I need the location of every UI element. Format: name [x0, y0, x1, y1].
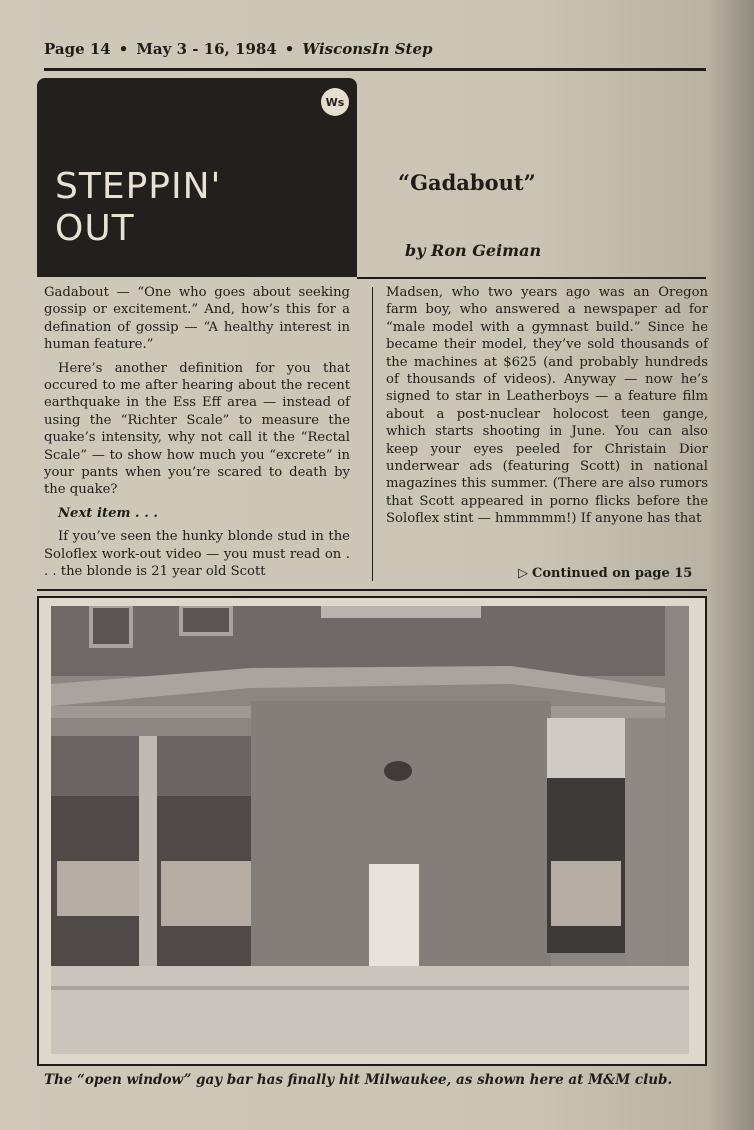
article-headline: “Gadabout” [398, 170, 536, 195]
article-column-2 [386, 284, 708, 534]
ws-logo: Ws [321, 88, 349, 116]
column-divider [372, 287, 373, 581]
subhead-next-item: Next item . . . [58, 505, 158, 521]
page-header: Page 14 • May 3 - 16, 1984 • WisconsIn Step [44, 40, 433, 58]
bar-storefront-photo [51, 606, 689, 1054]
publication-name: WisconsIn Step [302, 40, 433, 58]
paragraph: Madsen, who two years ago was an Oregon farm boy, who answered a newspaper ad for “male model with a gymnast build.” Since he became their model, they’ve sold thousands of the machines at $625 (and probably hundreds of thousands of videos). Anyway — now he’s signed to star in Leatherboys — a feature film about a post-nuclear holocost teen gange, which starts shooting in June. You can also keep your eyes peeled for Christain Dior underwear ads (featuring Scott) in national magazines this summer. (There are also rumors that Scott appeared in porno flicks before the Soloflex stint — hmmmmm!) If anyone has that [386, 285, 708, 527]
page-number: Page 14 [44, 40, 111, 58]
banner-title: STEPPIN' OUT [55, 166, 222, 249]
photo-top-rule [37, 589, 707, 591]
photo-caption: The “open window” gay bar has finally hit Milwaukee, as shown here at M&M club. [44, 1072, 673, 1088]
article-byline: by Ron Geiman [405, 241, 542, 260]
header-rule [44, 68, 706, 71]
photo-frame [37, 596, 707, 1066]
steppin-out-banner [37, 78, 357, 277]
byline-rule [357, 277, 706, 279]
issue-dates: May 3 - 16, 1984 [136, 40, 277, 58]
paragraph: If you’ve seen the hunky blonde stud in the Soloflex work-out video — you must read on . . . the blonde is 21 year old Scott [44, 529, 350, 580]
article-column-1 [44, 284, 350, 587]
paragraph: Gadabout — “One who goes about seeking gossip or excitement.” And, how’s this for a defination of gossip — “A healthy interest in human feature.” [44, 285, 350, 353]
continued-note: ▷ Continued on page 15 [518, 566, 693, 581]
paragraph: Here’s another definition for you that occured to me after hearing about the recent earthquake in the Ess Eff area — instead of using the “Richter Scale” to measure the quake’s intensity, why not call it the “Rectal Scale” — to show how much you “excrete” in your pants when you’re scared to death by the quake? [44, 360, 350, 498]
triangle-arrow-icon: ▷ [518, 566, 528, 581]
